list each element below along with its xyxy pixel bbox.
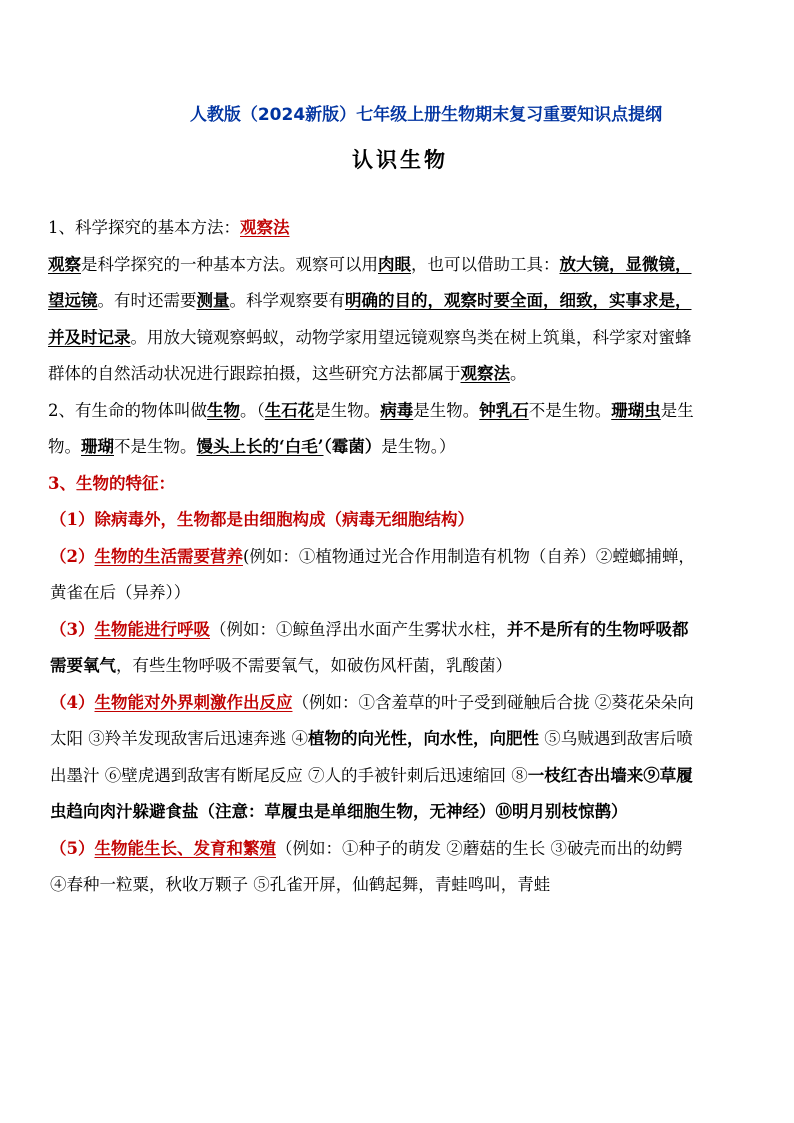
text: 不是生物。 [528, 400, 612, 420]
text: 是科学探究的一种基本方法。观察可以用 [81, 254, 378, 274]
text: 是生物。 [314, 400, 381, 420]
point-1-body [48, 247, 704, 393]
feature-number: （2） [50, 546, 95, 566]
term-white-hair: 馒头上长的‘白毛’ [196, 437, 324, 456]
text: 2、有生命的物体叫做 [48, 400, 207, 420]
text: ，也可以借助工具： [411, 254, 560, 274]
term-observation-method: 观察法 [460, 364, 510, 383]
term-lithops: 生石花 [264, 400, 315, 420]
observation-method: 观察法 [240, 218, 290, 237]
point-3-heading: 3、生物的特征： [48, 473, 175, 493]
text: 。（ [240, 400, 265, 420]
text: 。有时还需要 [97, 291, 197, 310]
point-1-heading [48, 210, 704, 247]
feature-number: （3） [50, 619, 95, 639]
feature-examples: (例如：①植物通过光合作用制造有机物（自养）②螳螂捕蝉，黄雀在后（异养）） [50, 546, 695, 602]
feature-number: （4） [50, 692, 95, 712]
term-tools: 放大镜，显微镜，望远镜 [48, 254, 692, 310]
text: 。 [510, 364, 527, 383]
term-organism: 生物 [207, 400, 240, 420]
feature-note: 植物的向光性，向水性，向肥性 [308, 729, 539, 748]
term-virus: 病毒 [380, 400, 414, 420]
feature-2 [48, 539, 704, 612]
feature-title: 生物能对外界刺激作出反应 [94, 692, 293, 712]
text: 不是生物。 [114, 437, 197, 456]
feature-examples: ⑤乌贼遇到敌害后喷出墨汁 ⑥壁虎遇到敌害有断尾反应 ⑦人的手被针刺后迅速缩回 ⑧ [50, 729, 693, 785]
document-body [48, 210, 704, 904]
feature-examples: （例如：①鲸鱼浮出水面产生雾状水柱， [209, 619, 507, 639]
feature-examples: （例如：①种子的萌发 ②蘑菇的生长 ③破壳而出的幼鳄 ④春种一粒粟，秋收万颗子 ⑤孔雀开屏，仙鹤起舞，青蛙鸣叫，青蛙 [50, 838, 683, 894]
feature-number: （5） [50, 838, 95, 858]
feature-examples: （例如：①含羞草的叶子受到碰触后合拢 ②葵花朵朵向太阳 ③羚羊发现敌害后迅速奔逃 ④ [50, 692, 694, 748]
point-1-label: 1、科学探究的基本方法： [48, 218, 240, 237]
text: 。科学观察要有 [229, 291, 345, 310]
feature-5 [48, 831, 704, 904]
feature-title: 生物能生长、发育和繁殖 [94, 838, 276, 858]
point-2 [48, 393, 704, 466]
term-observation-requirements: 明确的目的，观察时要全面，细致，实事求是，并及时记录 [48, 291, 692, 347]
text: 是生物。 [413, 400, 480, 420]
feature-note: 并不是所有的生物呼吸都需要氧气 [50, 619, 689, 675]
term-coral-polyp: 珊瑚虫 [611, 400, 661, 420]
term-naked-eye: 肉眼 [378, 254, 411, 274]
text: 。用放大镜观察蚂蚁，动物学家用望远镜观察鸟类在树上筑巢，科学家对蜜蜂群体的自然活动状况进行跟踪拍摄，这些研究方法都属于 [48, 327, 692, 383]
feature-3 [48, 612, 704, 685]
term-mold: （霉菌） [323, 437, 382, 456]
term-coral: 珊瑚 [81, 437, 114, 456]
term-measure: 测量 [196, 291, 230, 310]
feature-1: （1）除病毒外，生物都是由细胞构成（病毒无细胞结构） [50, 510, 474, 529]
text: 是生物。） [381, 437, 456, 456]
document-title: 人教版（2024新版）七年级上册生物期末复习重要知识点提纲 [189, 105, 663, 125]
section-title: 认识生物 [352, 148, 448, 172]
term-stalactite: 钟乳石 [479, 400, 529, 420]
feature-examples: ，有些生物呼吸不需要氧气，如破伤风杆菌，乳酸菌） [116, 656, 512, 675]
term-observation: 观察 [48, 254, 81, 274]
feature-title: 生物能进行呼吸 [94, 619, 210, 639]
feature-4 [48, 685, 704, 831]
feature-note: 一枝红杏出墙来⑨草履虫趋向肉汁躲避食盐（注意：草履虫是单细胞生物，无神经）⑩明月别枝惊鹊） [50, 765, 693, 821]
feature-title: 生物的生活需要营养 [94, 546, 243, 566]
text: 是生物。 [48, 400, 694, 456]
